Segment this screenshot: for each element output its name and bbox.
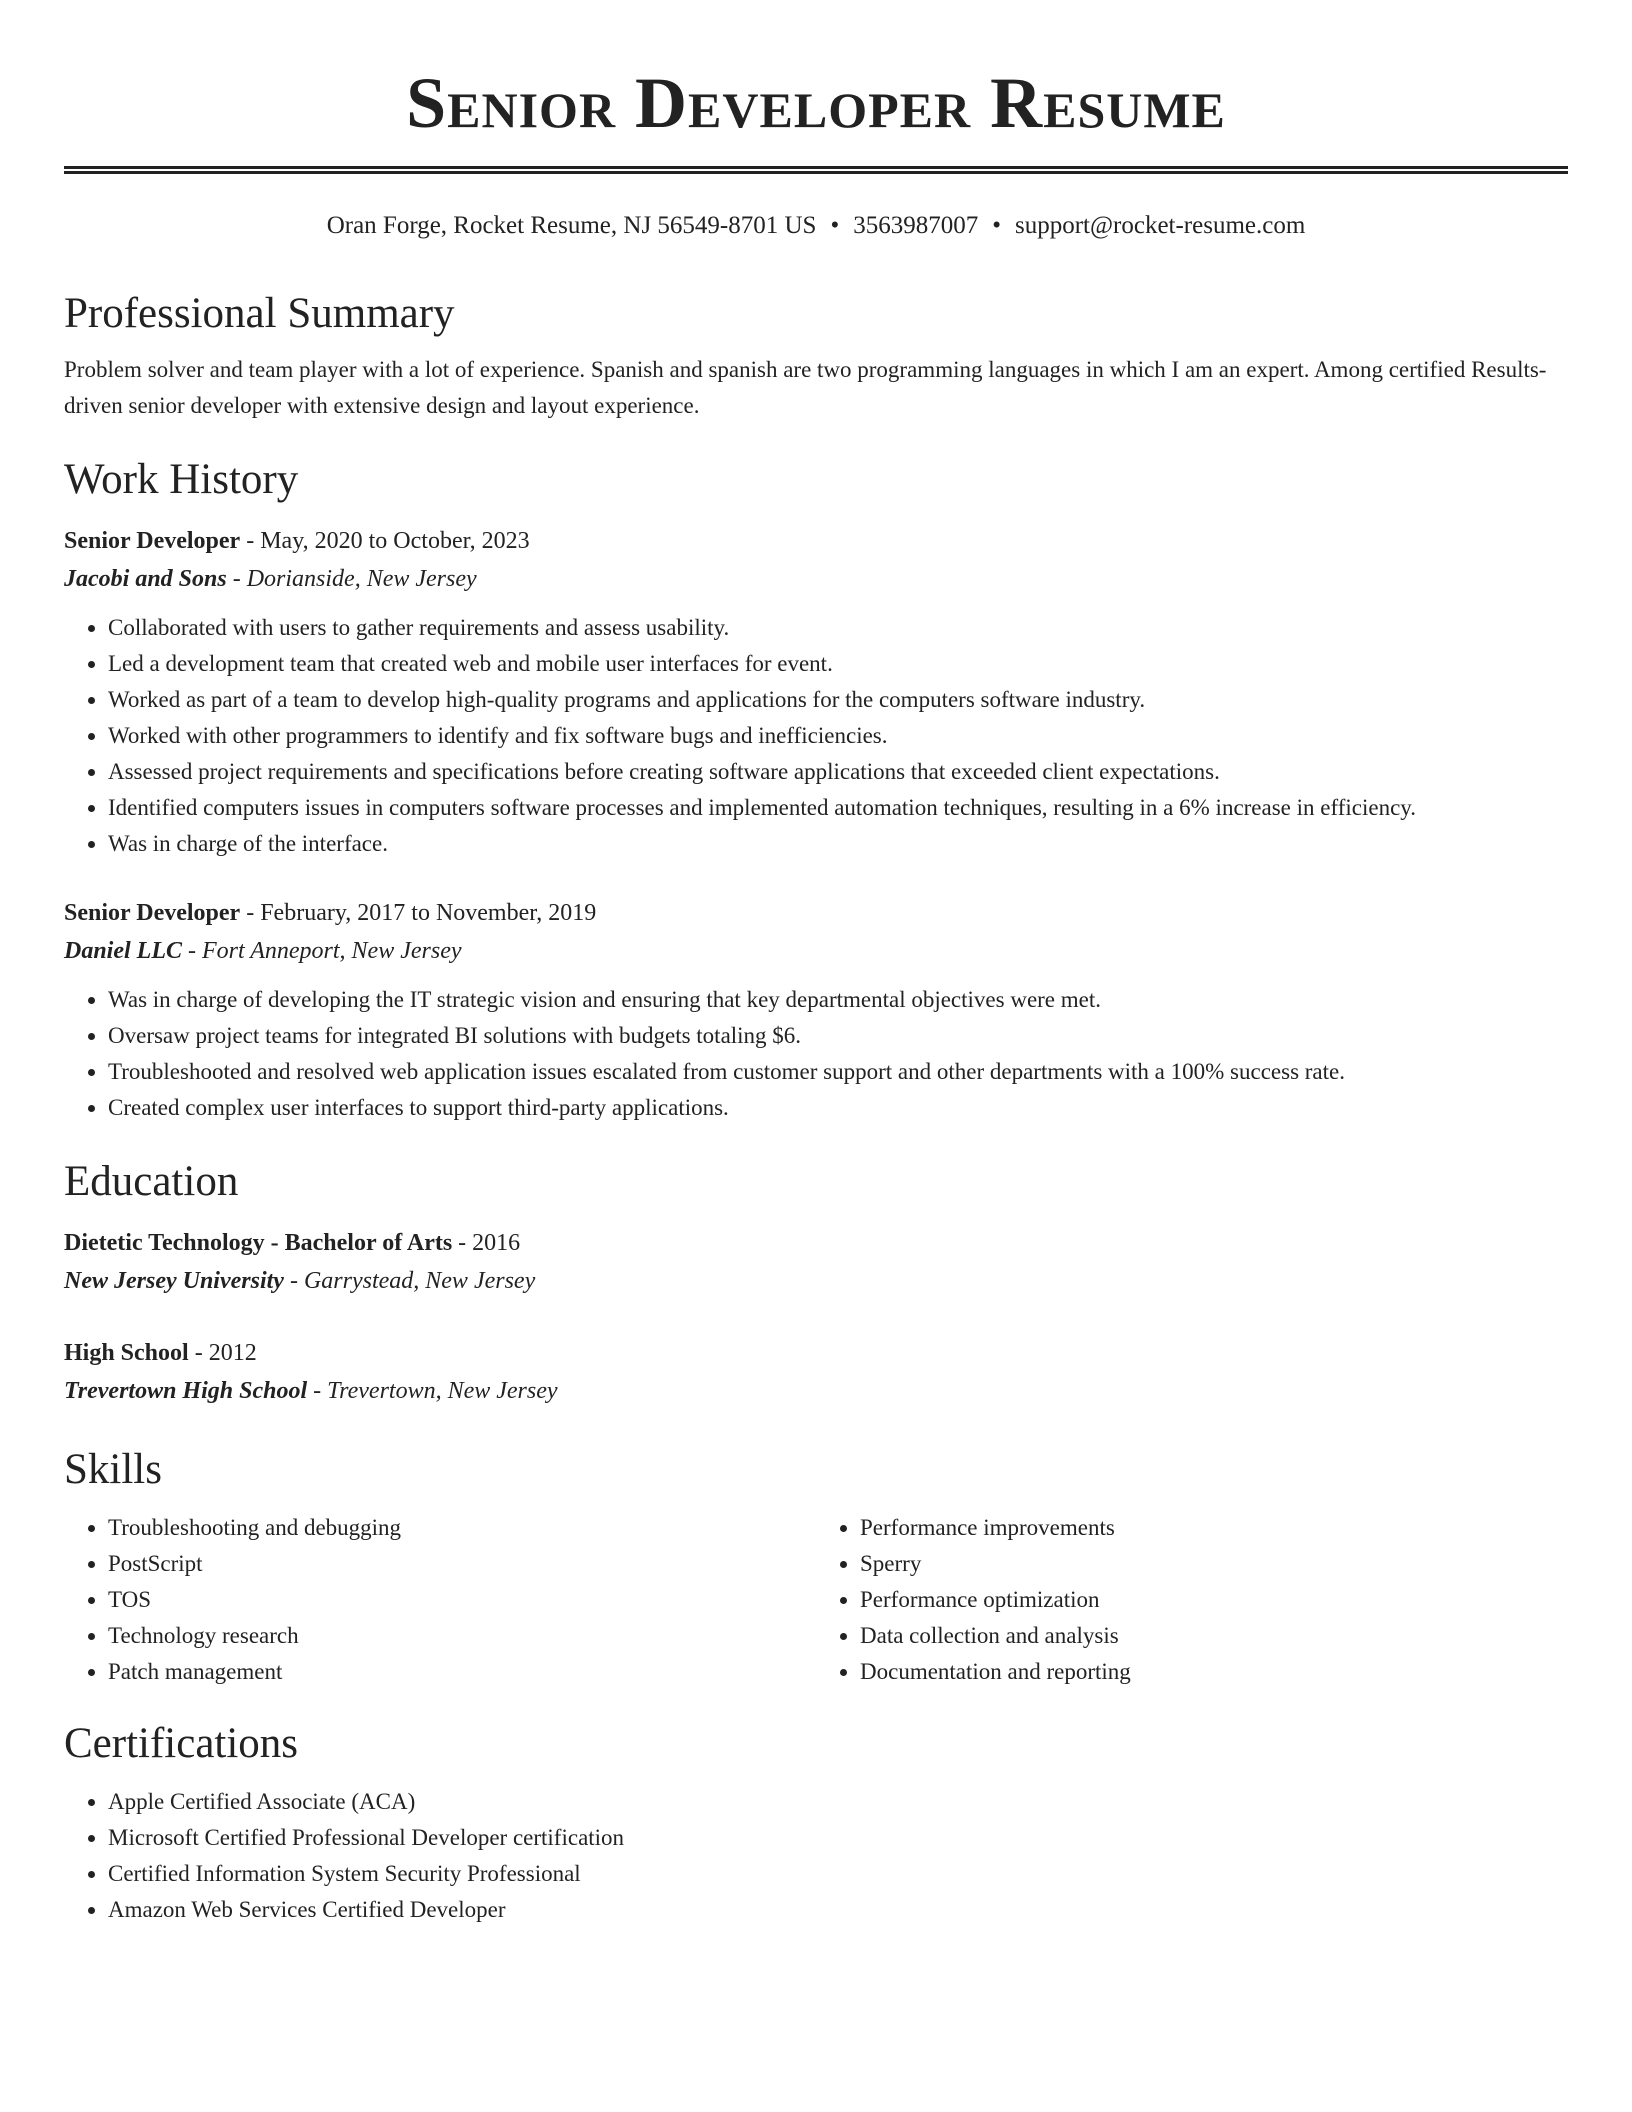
education-school: New Jersey University: [64, 1268, 284, 1294]
job-dates: - February, 2017 to November, 2019: [240, 900, 597, 926]
job-location: - Dorianside, New Jersey: [226, 566, 477, 592]
job-bullet: • Created complex user interfaces to support third-party applications.: [108, 1090, 1568, 1126]
job-company-line: [64, 932, 1568, 970]
skills-column-left: [64, 1510, 816, 1690]
job-company-line: [64, 560, 1568, 598]
job-bullet: • Worked with other programmers to identify and fix software bugs and inefficiencies.: [108, 718, 1568, 754]
skill-item: • TOS: [108, 1582, 816, 1618]
skill-item: • Performance improvements: [860, 1510, 1568, 1546]
section-heading-skills: Skills: [64, 1446, 162, 1493]
education-entry: [64, 1334, 1568, 1410]
skills-section: [64, 1442, 1568, 1690]
job-company: Daniel LLC: [64, 938, 182, 964]
job-bullet: • Identified computers issues in computers software processes and implemented automation techniques, resulting in a 6% increase in efficiency.: [108, 790, 1568, 826]
education-school-line: [64, 1372, 1568, 1410]
summary-text: Problem solver and team player with a lot of experience. Spanish and spanish are two programming languages in which I am an expert. Among certified Results-driven senior developer with extensive design and layout experience.: [64, 357, 1547, 418]
job-bullet: • Troubleshooted and resolved web application issues escalated from customer support and other departments with a 100% success rate.: [108, 1054, 1568, 1090]
certification-item: • Certified Information System Security Professional: [108, 1856, 1568, 1892]
contact-phone: 3563987007: [853, 212, 979, 239]
education-year: - 2016: [452, 1230, 521, 1256]
contact-line: [64, 210, 1568, 242]
job-bullet: • Worked as part of a team to develop high-quality programs and applications for the computers software industry.: [108, 682, 1568, 718]
job-title: Senior Developer: [64, 528, 241, 554]
skill-item: • Data collection and analysis: [860, 1618, 1568, 1654]
job-location: - Fort Anneport, New Jersey: [182, 938, 462, 964]
education-school: Trevertown High School: [64, 1378, 308, 1404]
education-header: [64, 1224, 1568, 1262]
education-year: - 2012: [188, 1340, 257, 1366]
job-bullets: [64, 982, 1568, 1126]
job-title: Senior Developer: [64, 900, 241, 926]
contact-separator: •: [830, 212, 840, 239]
job-header: [64, 522, 1568, 560]
education-school-line: [64, 1262, 1568, 1300]
skill-item: • Patch management: [108, 1654, 816, 1690]
job-bullet: • Collaborated with users to gather requirements and assess usability.: [108, 610, 1568, 646]
skill-item: • Technology research: [108, 1618, 816, 1654]
education-section: [64, 1154, 1568, 1410]
job-bullet: • Oversaw project teams for integrated BI solutions with budgets totaling $6.: [108, 1018, 1568, 1054]
contact-email: support@rocket-resume.com: [1015, 212, 1306, 239]
education-header: [64, 1334, 1568, 1372]
education-location: - Trevertown, New Jersey: [307, 1378, 558, 1404]
certification-item: • Microsoft Certified Professional Developer certification: [108, 1820, 1568, 1856]
skills-grid: [64, 1510, 1568, 1690]
job-bullet: • Led a development team that created web and mobile user interfaces for event.: [108, 646, 1568, 682]
job-bullet: • Was in charge of developing the IT strategic vision and ensuring that key departmental objectives were met.: [108, 982, 1568, 1018]
skill-item: • PostScript: [108, 1546, 816, 1582]
skills-column-right: [816, 1510, 1568, 1690]
contact-separator: •: [992, 212, 1001, 239]
skill-item: • Documentation and reporting: [860, 1654, 1568, 1690]
education-location: - Garrystead, New Jersey: [283, 1268, 536, 1294]
title-divider: [64, 166, 1568, 174]
certification-item: • Amazon Web Services Certified Developer: [108, 1892, 1568, 1928]
certifications-section: [64, 1716, 1568, 1928]
job-header: [64, 894, 1568, 932]
education-degree: Dietetic Technology - Bachelor of Arts: [64, 1230, 453, 1256]
summary-section: [64, 286, 1568, 424]
skill-item: • Troubleshooting and debugging: [108, 1510, 816, 1546]
education-entry: [64, 1224, 1568, 1300]
job-entry: [64, 894, 1568, 1126]
contact-address: Oran Forge, Rocket Resume, NJ 56549-8701 US: [326, 212, 817, 239]
certification-item: • Apple Certified Associate (ACA): [108, 1784, 1568, 1820]
job-company: Jacobi and Sons: [64, 566, 227, 592]
section-heading-education: Education: [64, 1158, 239, 1205]
skill-item: • Sperry: [860, 1546, 1568, 1582]
job-dates: - May, 2020 to October, 2023: [240, 528, 530, 554]
section-heading-certifications: Certifications: [64, 1720, 299, 1767]
section-heading-summary: Professional Summary: [64, 290, 455, 337]
job-bullet: • Assessed project requirements and specifications before creating software applications that exceeded client expectations.: [108, 754, 1568, 790]
work-history-section: [64, 452, 1568, 1126]
education-degree: High School: [64, 1340, 189, 1366]
skill-item: • Performance optimization: [860, 1582, 1568, 1618]
section-heading-work: Work History: [64, 456, 299, 503]
certifications-list: [64, 1784, 1568, 1928]
resume-title: Senior Developer Resume: [406, 63, 1226, 143]
job-bullets: [64, 610, 1568, 862]
job-entry: [64, 522, 1568, 862]
job-bullet: • Was in charge of the interface.: [108, 826, 1568, 862]
